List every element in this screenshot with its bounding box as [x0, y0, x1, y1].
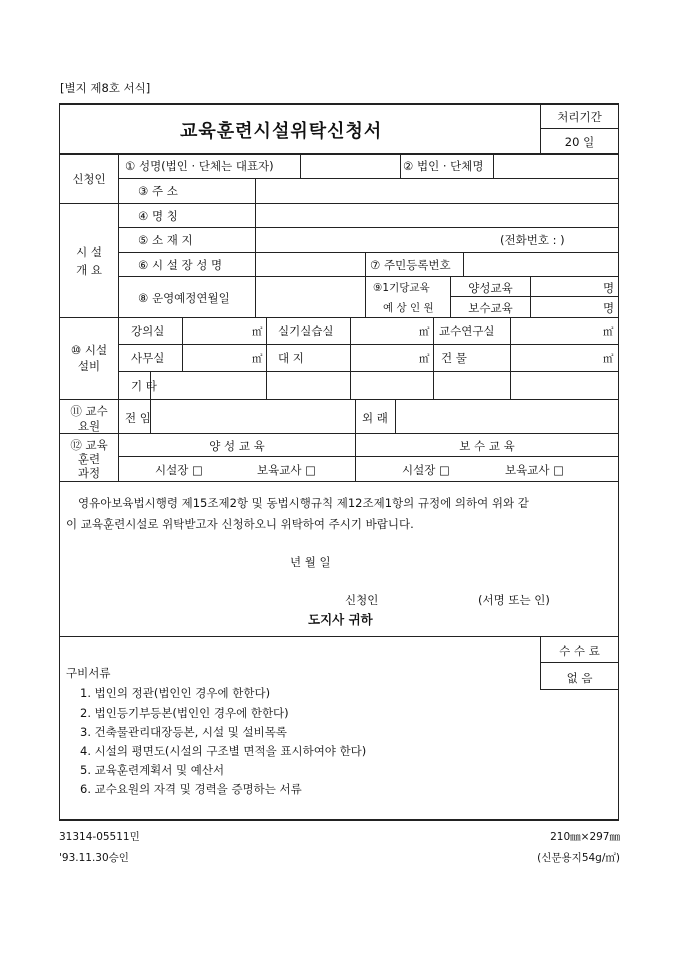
plan-date-label: ⑧ 운영예정연월일 — [138, 291, 230, 305]
document-item: 4. 시설의 평면도(시설의 구조별 면적을 표시하여야 한다) — [80, 744, 367, 758]
equipment-section-label-2: 설비 — [77, 359, 101, 373]
address-label: ③ 주 소 — [138, 184, 178, 198]
fee-label: 수 수 료 — [559, 644, 600, 658]
refresher-teacher-checkbox[interactable]: 보육교사 □ — [505, 463, 564, 477]
document-item: 1. 법인의 정관(법인인 경우에 한한다) — [80, 686, 271, 700]
lecture-room-unit: ㎡ — [252, 326, 263, 338]
plan-date-field[interactable] — [256, 277, 364, 317]
signature-hint: (서명 또는 인) — [478, 593, 550, 607]
addressee: 도지사 귀하 — [308, 612, 373, 627]
documents-heading: 구비서류 — [66, 666, 111, 680]
fee-value: 없 음 — [566, 671, 593, 685]
applicant-signature-label: 신청인 — [345, 593, 379, 607]
others-label: 기 타 — [131, 379, 157, 393]
office-label: 사무실 — [131, 351, 165, 365]
statement-line-1: 영유아보육법시행령 제15조제2항 및 동법시행규칙 제12조제1항의 규정에 의하여 위와 같 — [78, 496, 529, 510]
facility-name-label: ④ 명 칭 — [138, 209, 178, 223]
document-item: 3. 건축물관리대장등본, 시설 및 설비목록 — [80, 725, 287, 739]
visiting-faculty-field[interactable] — [396, 400, 617, 433]
training-course-heading: 양 성 교 육 — [209, 439, 265, 453]
building-label: 건 물 — [441, 351, 467, 365]
expected-count-label-1: ⑨1기당교육 — [373, 282, 430, 294]
phone-label: (전화번호 : ) — [500, 233, 565, 247]
form-border-right — [618, 103, 619, 821]
form-title: 교육훈련시설위탁신청서 — [180, 121, 383, 142]
paper-size: 210㎜×297㎜ — [550, 831, 620, 843]
fulltime-faculty-label: 전 임 — [125, 411, 151, 425]
professor-room-unit: ㎡ — [603, 326, 614, 338]
training-director-checkbox[interactable]: 시설장 □ — [155, 463, 203, 477]
document-item: 6. 교수요원의 자격 및 경력을 증명하는 서류 — [80, 782, 302, 796]
professor-room-label: 교수연구실 — [439, 324, 495, 338]
training-teacher-checkbox[interactable]: 보육교사 □ — [257, 463, 316, 477]
form-code: 31314-05511민 — [59, 831, 140, 843]
practice-room-unit: ㎡ — [419, 326, 430, 338]
application-date: 년 월 일 — [290, 555, 331, 569]
practice-room-label: 실기실습실 — [278, 324, 334, 338]
name-label: ① 성명(법인 · 단체는 대표자) — [125, 159, 274, 173]
training-count-unit: 명 — [603, 281, 615, 295]
address-field[interactable] — [256, 179, 617, 203]
course-section-label-3: 과정 — [77, 466, 101, 480]
building-unit: ㎡ — [603, 353, 614, 365]
land-unit: ㎡ — [419, 353, 430, 365]
expected-count-label-2: 예 상 인 원 — [383, 302, 434, 314]
lecture-room-label: 강의실 — [131, 324, 165, 338]
refresher-course-heading: 보 수 교 육 — [459, 439, 515, 453]
director-name-field[interactable] — [256, 253, 364, 276]
document-item: 5. 교육훈련계획서 및 예산서 — [80, 763, 225, 777]
refresher-director-checkbox[interactable]: 시설장 □ — [402, 463, 450, 477]
processing-period-value: 20 일 — [564, 135, 595, 149]
equipment-section-label-1: ⑩ 시설 — [70, 343, 108, 357]
corp-name-field[interactable] — [494, 154, 617, 178]
training-count-label: 양성교육 — [468, 281, 513, 295]
faculty-section-label-1: ⑪ 교수 — [70, 404, 108, 418]
document-item: 2. 법인등기부등본(법인인 경우에 한한다) — [80, 706, 289, 720]
name-field[interactable] — [301, 154, 399, 178]
office-unit: ㎡ — [252, 353, 263, 365]
rrn-field[interactable] — [464, 253, 617, 276]
processing-period-label: 처리기간 — [557, 110, 602, 124]
land-label: 대 지 — [278, 351, 304, 365]
facility-section-label-2: 개 요 — [76, 263, 102, 277]
corp-name-label: ② 법인 · 단체명 — [403, 159, 484, 173]
form-number: [별지 제8호 서식] — [60, 81, 151, 95]
facility-name-field[interactable] — [256, 204, 617, 227]
applicant-section-label: 신청인 — [72, 172, 106, 186]
refresher-count-unit: 명 — [603, 301, 615, 315]
form-border-bottom — [59, 819, 619, 821]
facility-section-label-1: 시 설 — [76, 245, 102, 259]
paper-spec: (신문용지54g/㎡) — [537, 852, 620, 864]
approval-date: '93.11.30승인 — [59, 852, 129, 864]
location-field[interactable] — [256, 228, 496, 252]
statement-line-2: 이 교육훈련시설로 위탁받고자 신청하오니 위탁하여 주시기 바랍니다. — [66, 517, 414, 531]
director-name-label: ⑥ 시 설 장 성 명 — [138, 258, 223, 272]
faculty-section-label-2: 요원 — [77, 419, 101, 433]
refresher-count-label: 보수교육 — [468, 301, 513, 315]
form-border-top — [59, 103, 619, 105]
visiting-faculty-label: 외 래 — [362, 411, 388, 425]
course-section-label-1: ⑫ 교육 — [70, 438, 108, 452]
fulltime-faculty-field[interactable] — [151, 400, 354, 433]
course-section-label-2: 훈련 — [77, 452, 101, 466]
rrn-label: ⑦ 주민등록번호 — [370, 258, 451, 272]
location-label: ⑤ 소 재 지 — [138, 233, 193, 247]
